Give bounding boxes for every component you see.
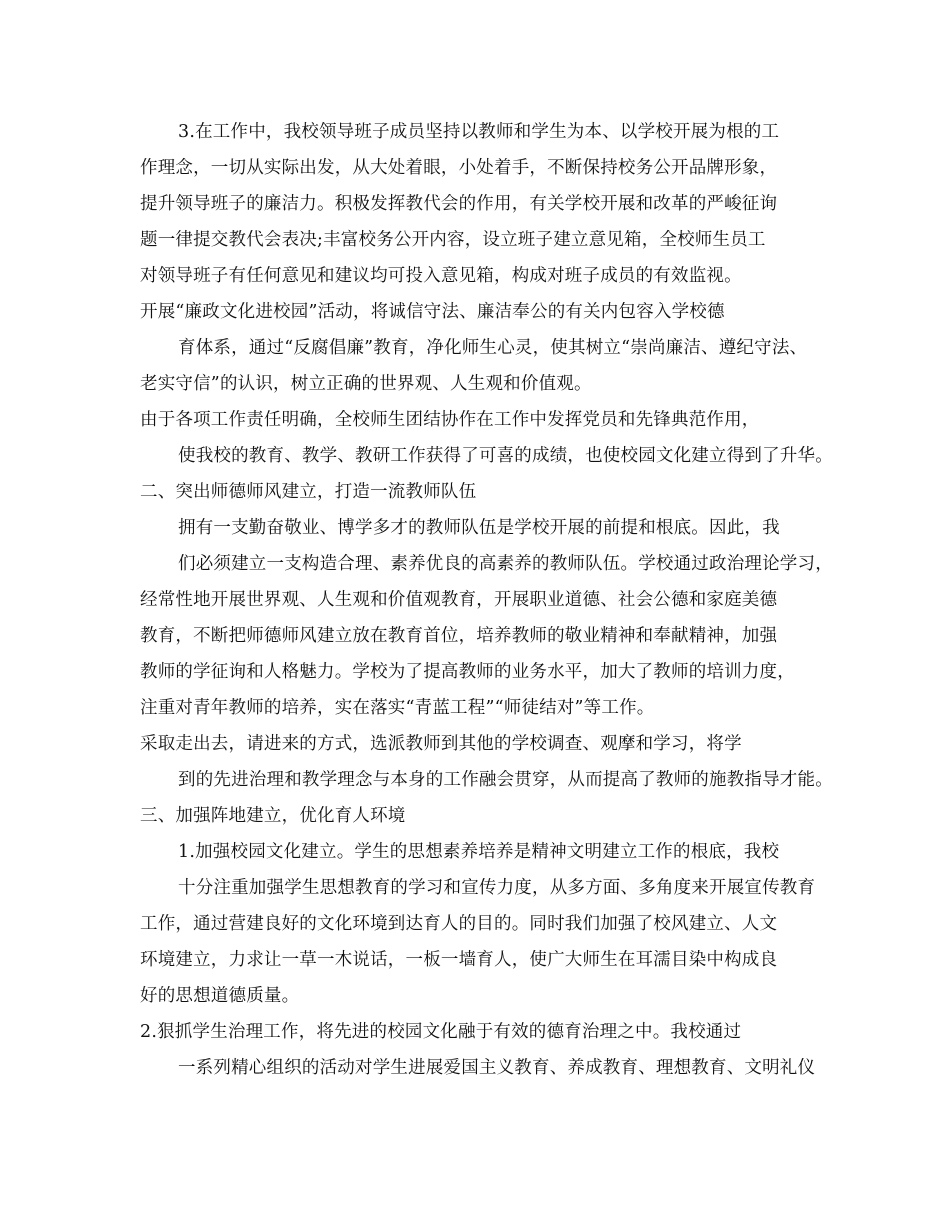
paragraph-4-line-2: 们必须建立一支构造合理、素养优良的高素养的教师队伍。学校通过政治理论学习， [178, 554, 833, 574]
paragraph-1-line-4: 题一律提交教代会表决;丰富校务公开内容，设立班子建立意见箱，全校师生员工 [140, 230, 766, 250]
section-heading-3: 三、加强阵地建立，优化育人环境 [140, 806, 406, 826]
paragraph-4-line-5: 教师的学征询和人格魅力。学校为了提高教师的业务水平，加大了教师的培训力度， [140, 662, 795, 682]
paragraph-1-line-3: 提升领导班子的廉洁力。积极发挥教代会的作用，有关学校开展和改革的严峻征询 [140, 194, 778, 214]
paragraph-2-line-1: 开展“廉政文化进校园”活动，将诚信守法、廉洁奉公的有关内包容入学校德 [140, 302, 725, 322]
paragraph-4-line-6: 注重对青年教师的培养，实在落实“青蓝工程”“师徒结对”等工作。 [140, 698, 655, 718]
paragraph-1-line-5: 对领导班子有任何意见和建议均可投入意见箱，构成对班子成员的有效监视。 [140, 266, 742, 286]
paragraph-6-line-5: 好的思想道德质量。 [140, 986, 300, 1006]
paragraph-4-line-1: 拥有一支勤奋敬业、博学多才的教师队伍是学校开展的前提和根底。因此，我 [178, 518, 780, 538]
paragraph-4-line-3: 经常性地开展世界观、人生观和价值观教育，开展职业道德、社会公德和家庭美德 [140, 590, 778, 610]
paragraph-5-line-2: 到的先进治理和教学理念与本身的工作融会贯穿，从而提高了教师的施教指导才能。 [178, 770, 833, 790]
paragraph-6-line-2: 十分注重加强学生思想教育的学习和宣传力度，从多方面、多角度来开展宣传教育 [178, 878, 816, 898]
paragraph-3-line-2: 使我校的教育、教学、教研工作获得了可喜的成绩，也使校园文化建立得到了升华。 [178, 446, 833, 466]
paragraph-2-line-3: 老实守信”的认识，树立正确的世界观、人生观和价值观。 [140, 374, 592, 394]
paragraph-1-line-2: 作理念，一切从实际出发，从大处着眼，小处着手，不断保持校务公开品牌形象， [140, 158, 778, 178]
paragraph-7-line-2: 一系列精心组织的活动对学生进展爱国主义教育、养成教育、理想教育、文明礼仪 [178, 1058, 816, 1078]
paragraph-5-line-1: 采取走出去，请进来的方式，选派教师到其他的学校调查、观摩和学习，将学 [140, 734, 742, 754]
paragraph-6-line-4: 环境建立，力求让一草一木说话，一板一墙育人，使广大师生在耳濡目染中构成良 [140, 950, 778, 970]
paragraph-6-line-3: 工作，通过营建良好的文化环境到达育人的目的。同时我们加强了校风建立、人文 [140, 914, 778, 934]
paragraph-3-line-1: 由于各项工作责任明确，全校师生团结协作在工作中发挥党员和先锋典范作用， [140, 410, 760, 430]
paragraph-1-line-1: 3.在工作中，我校领导班子成员坚持以教师和学生为本、以学校开展为根的工 [178, 122, 780, 142]
paragraph-7-line-1: 2.狠抓学生治理工作，将先进的校园文化融于有效的德育治理之中。我校通过 [140, 1022, 742, 1042]
paragraph-2-line-2: 育体系，通过“反腐倡廉”教育，净化师生心灵，使其树立“崇尚廉洁、遵纪守法、 [178, 338, 808, 358]
section-heading-2: 二、突出师德师风建立，打造一流教师队伍 [140, 482, 477, 502]
paragraph-4-line-4: 教育，不断把师德师风建立放在教育首位，培养教师的敬业精神和奉献精神，加强 [140, 626, 778, 646]
paragraph-6-line-1: 1.加强校园文化建立。学生的思想素养培养是精神文明建立工作的根底，我校 [178, 842, 780, 862]
